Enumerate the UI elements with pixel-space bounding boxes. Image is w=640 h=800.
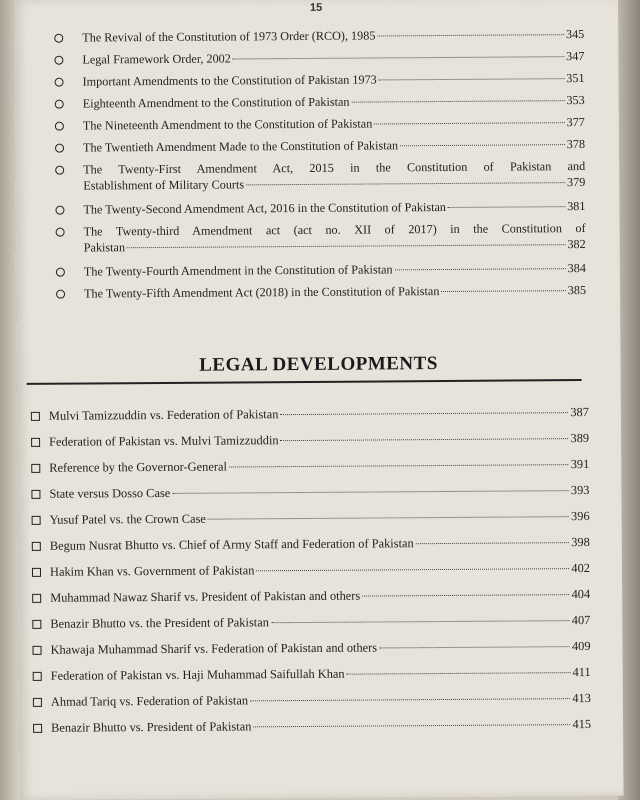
- entry-title-line2: Pakistan: [83, 240, 126, 255]
- leader-dots: [416, 542, 570, 544]
- heading-rule: [27, 379, 582, 385]
- leader-dots: [362, 594, 569, 596]
- page-number: 15: [309, 1, 323, 14]
- entry-title: Benazir Bhutto vs. President of Pakistan: [51, 719, 252, 735]
- leader-dots: [395, 268, 566, 270]
- section-heading: LEGAL DEVELOPMENTS: [199, 353, 438, 376]
- entry-page: 413: [572, 690, 591, 706]
- entry-page: 345: [565, 27, 585, 42]
- circle-bullet-icon: [54, 34, 63, 43]
- book-page: [14, 0, 624, 800]
- toc-entry[interactable]: [50, 508, 590, 538]
- entry-title: The Twenty-Fourth Amendment in the Constitution of Pakistan: [83, 262, 393, 279]
- entry-title: State versus Dosso Case: [49, 485, 171, 501]
- entry-title: Ahmad Tariq vs. Federation of Pakistan: [50, 693, 249, 709]
- entry-page: 404: [571, 586, 591, 602]
- entry-page: 384: [567, 261, 586, 276]
- circle-bullet-icon: [55, 206, 64, 215]
- entry-page: 347: [566, 49, 585, 64]
- square-bullet-icon: [33, 672, 42, 681]
- entry-title: The Nineteenth Amendment to the Constitution of Pakistan: [82, 116, 373, 133]
- square-bullet-icon: [32, 594, 41, 603]
- toc-entry[interactable]: [51, 690, 591, 720]
- leader-dots: [281, 438, 569, 441]
- entry-page: 402: [571, 560, 591, 576]
- leader-dots: [379, 78, 565, 80]
- entry-page: 382: [567, 237, 586, 252]
- toc-entry[interactable]: [50, 612, 590, 642]
- amendments-list: [54, 26, 586, 308]
- circle-bullet-icon: [55, 78, 64, 87]
- leader-dots: [374, 122, 564, 124]
- toc-entry[interactable]: [50, 534, 590, 564]
- leader-dots: [208, 516, 569, 520]
- entry-title-line1: The Twenty-third Amendment act (act no. XII of 2017) in the Constitution of: [83, 221, 586, 239]
- square-bullet-icon: [31, 412, 40, 421]
- legal-developments-list: [49, 404, 591, 746]
- entry-title: Benazir Bhutto vs. the President of Pakistan: [50, 615, 269, 631]
- circle-bullet-icon: [55, 166, 64, 175]
- entry-title: Legal Framework Order, 2002: [82, 51, 231, 67]
- leader-dots: [233, 56, 564, 59]
- leader-dots: [379, 646, 570, 648]
- square-bullet-icon: [33, 646, 42, 655]
- entry-title: Yusuf Patel vs. the Crown Case: [49, 511, 206, 527]
- toc-entry[interactable]: [51, 716, 591, 746]
- leader-dots: [253, 724, 570, 727]
- toc-entry[interactable]: [51, 664, 591, 694]
- leader-dots: [256, 568, 569, 571]
- circle-bullet-icon: [55, 100, 64, 109]
- entry-title: Khawaja Muhammad Sharif vs. Federation of Pakistan and others: [50, 640, 378, 657]
- leader-dots: [127, 244, 565, 248]
- entry-page: 377: [566, 115, 585, 130]
- square-bullet-icon: [33, 698, 42, 707]
- entry-page: 387: [570, 404, 589, 420]
- entry-page: 385: [567, 283, 587, 298]
- entry-title-line1: The Twenty-First Amendment Act, 2015 in the Constitution of Pakistan and: [83, 159, 586, 177]
- square-bullet-icon: [32, 568, 41, 577]
- square-bullet-icon: [31, 438, 40, 447]
- toc-entry[interactable]: [55, 158, 585, 202]
- entry-title: Important Amendments to the Constitution of Pakistan 1973: [82, 72, 377, 89]
- leader-dots: [250, 698, 570, 701]
- toc-entry[interactable]: [50, 560, 590, 590]
- toc-entry[interactable]: [49, 482, 589, 512]
- leader-dots: [271, 620, 570, 623]
- square-bullet-icon: [32, 542, 41, 551]
- entry-page: 389: [570, 430, 590, 446]
- entry-page: 378: [566, 137, 586, 152]
- entry-title: The Twentieth Amendment Made to the Constitution of Pakistan: [82, 138, 399, 155]
- square-bullet-icon: [33, 724, 42, 733]
- square-bullet-icon: [32, 516, 41, 525]
- entry-title: Federation of Pakistan vs. Mulvi Tamizzuddin: [49, 433, 279, 449]
- entry-title-line2: Establishment of Military Courts: [83, 177, 245, 193]
- entry-title: The Twenty-Fifth Amendment Act (2018) in the Constitution of Pakistan: [84, 284, 440, 301]
- toc-entry[interactable]: [56, 220, 586, 264]
- entry-page: 353: [566, 93, 585, 108]
- entry-page: 381: [567, 199, 586, 214]
- circle-bullet-icon: [56, 228, 65, 237]
- leader-dots: [448, 206, 565, 208]
- entry-page: 407: [571, 612, 591, 628]
- square-bullet-icon: [31, 464, 40, 473]
- entry-page: 409: [571, 638, 591, 654]
- leader-dots: [441, 290, 565, 292]
- entry-title: Muhammad Nawaz Sharif vs. President of Pakistan and others: [50, 588, 361, 605]
- circle-bullet-icon: [55, 122, 64, 131]
- circle-bullet-icon: [56, 290, 65, 299]
- toc-entry[interactable]: [49, 456, 589, 486]
- entry-page: 393: [570, 482, 590, 498]
- entry-title: Federation of Pakistan vs. Haji Muhammad Saifullah Khan: [50, 666, 345, 683]
- entry-page: 379: [566, 175, 586, 190]
- square-bullet-icon: [31, 490, 40, 499]
- entry-page: 391: [570, 456, 590, 472]
- toc-entry[interactable]: [50, 638, 590, 668]
- entry-page: 398: [571, 534, 590, 550]
- toc-entry[interactable]: [49, 404, 589, 434]
- entry-title: The Revival of the Constitution of 1973 Order (RCO), 1985: [82, 28, 376, 45]
- entry-title: Begum Nusrat Bhutto vs. Chief of Army Staff and Federation of Pakistan: [49, 536, 414, 553]
- leader-dots: [229, 464, 569, 467]
- entry-title: The Twenty-Second Amendment Act, 2016 in the Constitution of Pakistan: [83, 199, 446, 217]
- entry-title: Reference by the Governor-General: [49, 459, 227, 475]
- entry-page: 411: [572, 664, 591, 680]
- leader-dots: [246, 182, 565, 185]
- leader-dots: [400, 144, 565, 146]
- entry-page: 351: [566, 71, 585, 86]
- leader-dots: [280, 412, 568, 415]
- entry-page: 396: [570, 508, 590, 524]
- leader-dots: [172, 490, 569, 494]
- entry-title: Mulvi Tamizzuddin vs. Federation of Pakistan: [48, 407, 279, 423]
- circle-bullet-icon: [55, 144, 64, 153]
- entry-title: Eighteenth Amendment to the Constitution of Pakistan: [82, 94, 350, 111]
- toc-entry[interactable]: [56, 282, 586, 308]
- leader-dots: [377, 34, 564, 36]
- entry-title: Hakim Khan vs. Government of Pakistan: [49, 563, 255, 579]
- square-bullet-icon: [32, 620, 41, 629]
- leader-dots: [351, 100, 564, 102]
- circle-bullet-icon: [54, 56, 63, 65]
- toc-entry[interactable]: [50, 586, 590, 616]
- toc-entry[interactable]: [49, 430, 589, 460]
- entry-page: 415: [572, 716, 592, 732]
- leader-dots: [347, 672, 571, 675]
- circle-bullet-icon: [56, 268, 65, 277]
